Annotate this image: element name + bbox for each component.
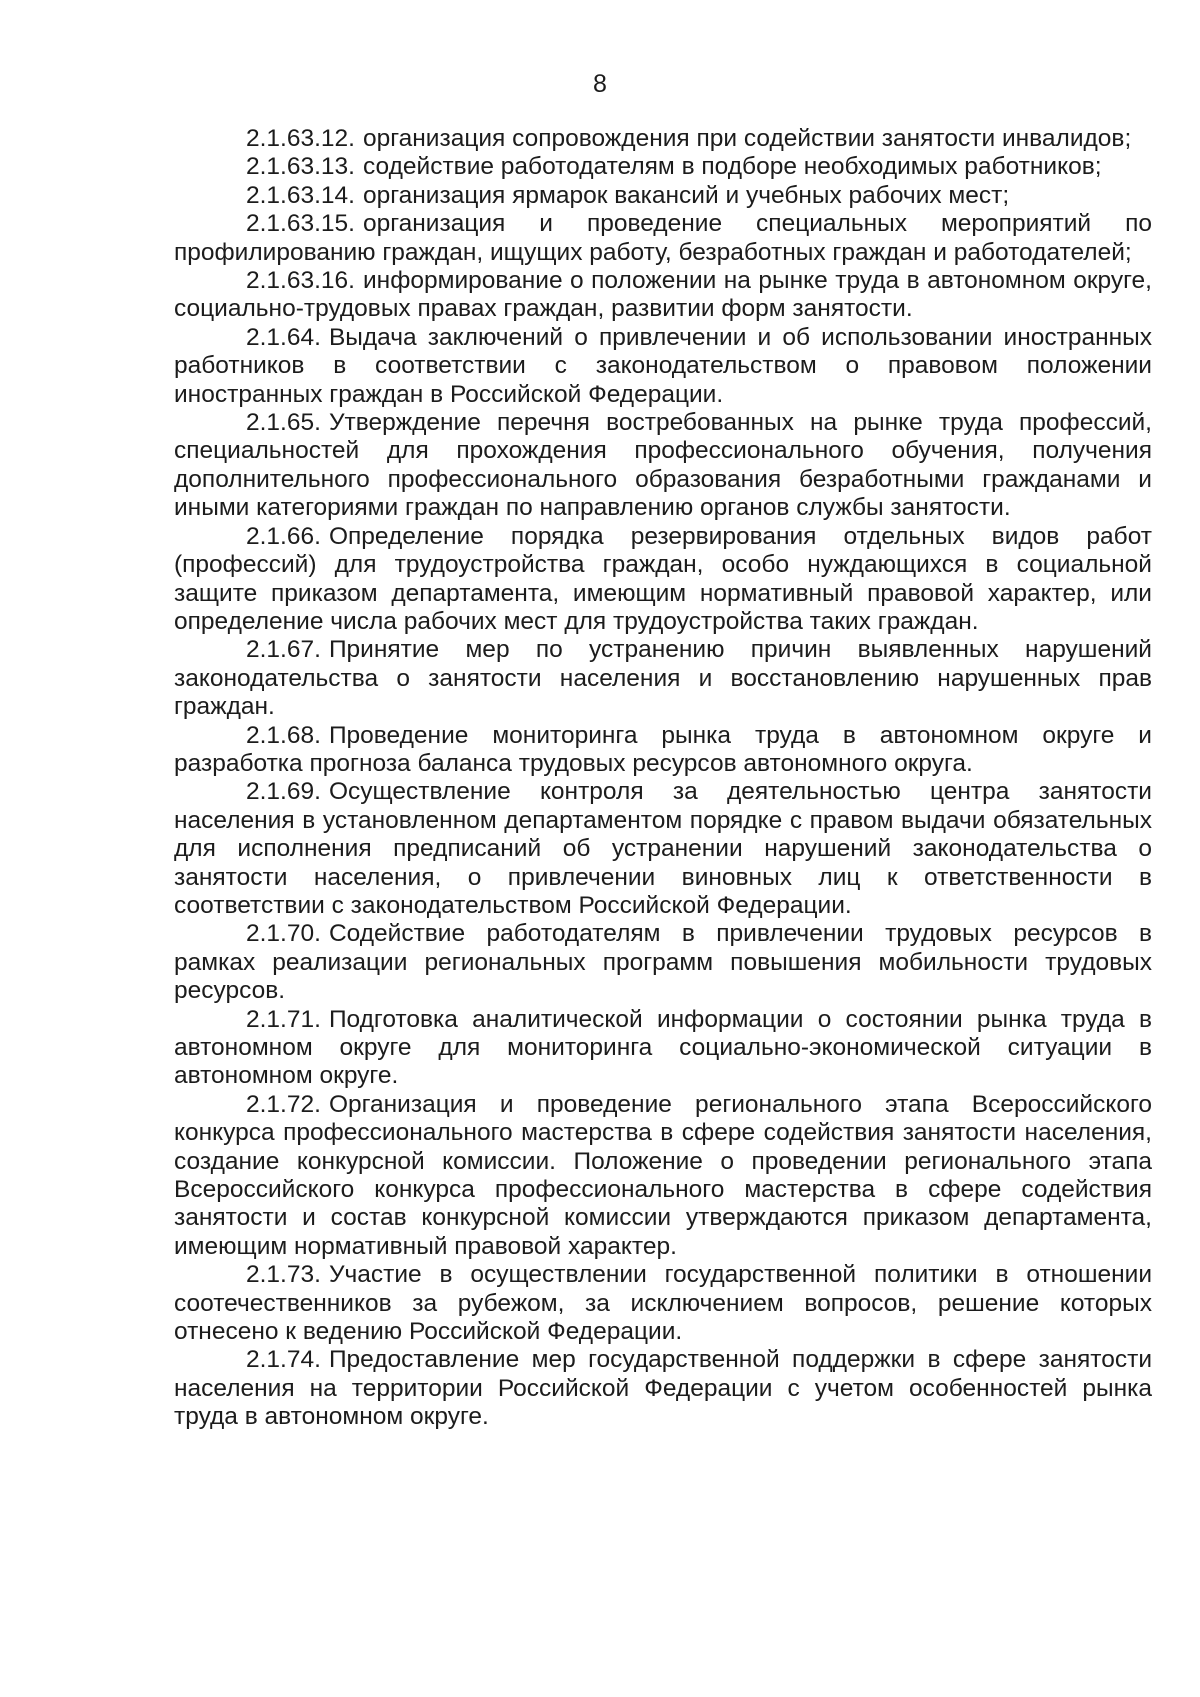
clause-number: 2.1.63.14. (246, 181, 355, 209)
paragraph-2-1-74 (174, 1346, 1152, 1431)
clause-text: организация сопровождения при содействии занятости инвалидов; (362, 125, 1132, 152)
clause-number: 2.1.69. (246, 778, 321, 806)
paragraph-2-1-68 (174, 722, 1152, 779)
clause-number: 2.1.68. (246, 721, 321, 749)
clause-text: Утверждение перечня востребованных на рынке труда профессий, специальностей для прохождения профессионального обучения, получения дополнительного профессионального образования безработными гражданами и иными категориями граждан по направлению органов службы занятости. (174, 409, 1152, 522)
clause-number: 2.1.67. (246, 636, 321, 664)
clause-number: 2.1.63.16. (246, 267, 355, 295)
clause-number: 2.1.63.12. (246, 125, 355, 152)
clause-number: 2.1.72. (246, 1090, 321, 1118)
clause-text: Предоставление мер государственной поддержки в сфере занятости населения на территории Российской Федерации с учетом особенностей рынка труда в автономном округе. (174, 1346, 1152, 1431)
clause-number: 2.1.64. (246, 323, 321, 351)
clause-number: 2.1.63.15. (246, 210, 355, 238)
paragraph-2-1-64 (174, 324, 1152, 409)
paragraph-2-1-73 (174, 1261, 1152, 1346)
clause-text: Организация и проведение регионального этапа Всероссийского конкурса профессионального мастерства в сфере содействия занятости населения, создание конкурсной комиссии. Положение о проведении регионального этапа Всероссийского конкурса профессионального мастерства в сфере содействия занятости и состав конкурсной комиссии утверждаются приказом департамента, имеющим нормативный правовой характер. (174, 1090, 1152, 1260)
paragraph-2-1-63-12 (174, 125, 1152, 153)
page-number: 8 (593, 70, 607, 98)
clause-number: 2.1.70. (246, 920, 321, 948)
clause-text: Определение порядка резервирования отдельных видов работ (профессий) для трудоустройства граждан, особо нуждающихся в социальной защите приказом департамента, имеющим нормативный правовой характер, или определение числа рабочих мест для трудоустройства таких граждан. (174, 522, 1152, 635)
paragraph-2-1-67 (174, 636, 1152, 721)
paragraph-2-1-66 (174, 523, 1152, 637)
paragraph-2-1-72 (174, 1091, 1152, 1261)
clause-number: 2.1.65. (246, 409, 321, 437)
clause-text: Принятие мер по устранению причин выявленных нарушений законодательства о занятости населения и восстановлению нарушенных прав граждан. (174, 636, 1152, 721)
clause-text: информирование о положении на рынке труда в автономном округе, социально-трудовых правах граждан, развитии форм занятости. (174, 267, 1152, 323)
paragraph-2-1-63-13 (174, 153, 1152, 181)
paragraph-2-1-65 (174, 409, 1152, 523)
paragraph-2-1-63-14 (174, 182, 1152, 210)
clause-text: Участие в осуществлении государственной политики в отношении соотечественников за рубежом, за исключением вопросов, решение которых отнесено к ведению Российской Федерации. (174, 1261, 1152, 1346)
paragraph-2-1-70 (174, 920, 1152, 1005)
paragraph-2-1-71 (174, 1006, 1152, 1091)
clause-text: организация ярмарок вакансий и учебных рабочих мест; (362, 181, 1010, 209)
clause-number: 2.1.73. (246, 1261, 321, 1289)
paragraph-2-1-63-15 (174, 210, 1152, 267)
clause-number: 2.1.66. (246, 522, 321, 550)
clause-text: Содействие работодателям в привлечении трудовых ресурсов в рамках реализации региональных программ повышения мобильности трудовых ресурсов. (174, 920, 1152, 1005)
clause-number: 2.1.63.13. (246, 153, 355, 181)
clause-text: Проведение мониторинга рынка труда в автономном округе и разработка прогноза баланса трудовых ресурсов автономного округа. (174, 721, 1152, 777)
clause-text: организация и проведение специальных мероприятий по профилированию граждан, ищущих работу, безработных граждан и работодателей; (174, 210, 1152, 266)
clause-number: 2.1.74. (246, 1346, 321, 1374)
paragraph-2-1-69 (174, 778, 1152, 920)
clause-text: Выдача заключений о привлечении и об использовании иностранных работников в соответствии с законодательством о правовом положении иностранных граждан в Российской Федерации. (174, 323, 1152, 408)
document-body (174, 125, 1152, 1432)
paragraph-2-1-63-16 (174, 267, 1152, 324)
clause-text: Осуществление контроля за деятельностью центра занятости населения в установленном департаментом порядке с правом выдачи обязательных для исполнения предписаний об устранении нарушений законодательства о занятости населения, о привлечении виновных лиц к ответственности в соответствии с законодательством Российской Федерации. (174, 778, 1152, 919)
clause-text: содействие работодателям в подборе необходимых работников; (362, 153, 1102, 181)
clause-number: 2.1.71. (246, 1005, 321, 1033)
clause-text: Подготовка аналитической информации о состоянии рынка труда в автономном округе для мониторинга социально-экономической ситуации в автономном округе. (174, 1005, 1152, 1090)
